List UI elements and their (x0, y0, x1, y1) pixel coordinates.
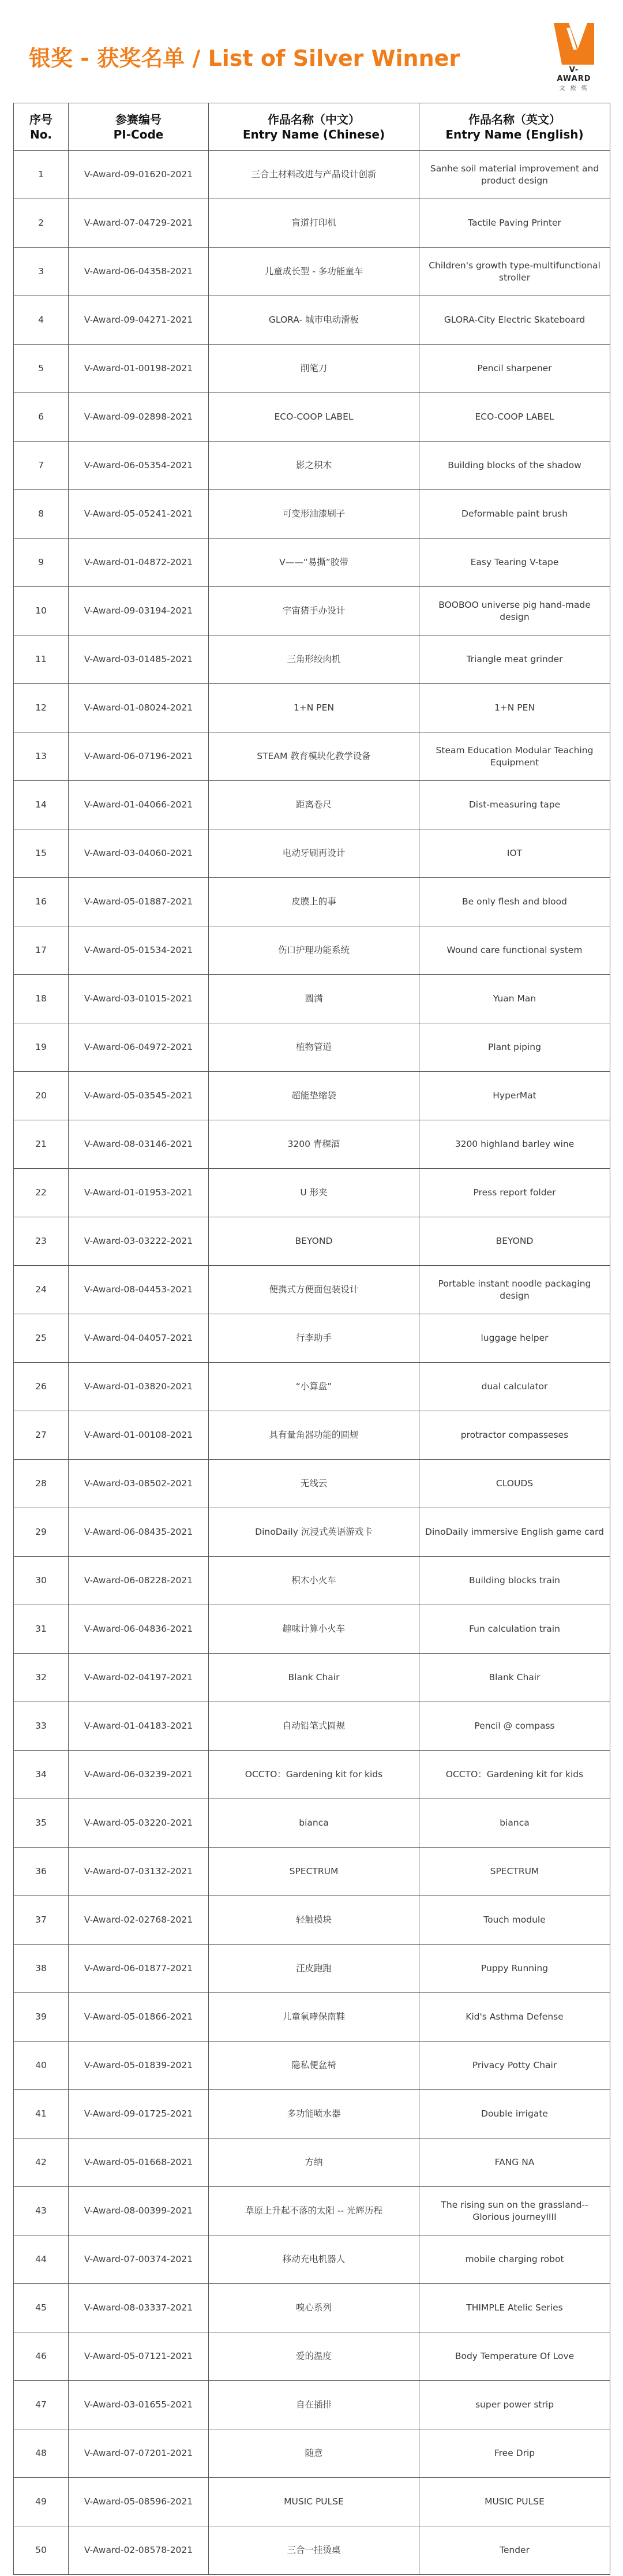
row-name-chinese: 随意 (209, 2429, 419, 2478)
row-number: 26 (14, 1363, 69, 1411)
row-pi-code: V-Award-06-04836-2021 (69, 1605, 209, 1654)
table-row (14, 2526, 610, 2575)
row-pi-code: V-Award-05-05241-2021 (69, 490, 209, 539)
table-row (14, 1217, 610, 1266)
row-number: 29 (14, 1508, 69, 1557)
row-number: 3 (14, 248, 69, 296)
row-number: 8 (14, 490, 69, 539)
row-number: 23 (14, 1217, 69, 1266)
row-pi-code: V-Award-06-07196-2021 (69, 732, 209, 781)
row-name-english: Kid's Asthma Defense (419, 1993, 610, 2042)
row-number: 33 (14, 1702, 69, 1751)
header-name-english (419, 103, 610, 151)
row-name-english: Plant piping (419, 1023, 610, 1072)
row-number: 18 (14, 975, 69, 1023)
row-pi-code: V-Award-08-00399-2021 (69, 2187, 209, 2235)
row-number: 13 (14, 732, 69, 781)
row-name-english: Touch module (419, 1896, 610, 1945)
header-no-en: No. (29, 127, 52, 141)
row-pi-code: V-Award-05-07121-2021 (69, 2332, 209, 2381)
row-name-english: IOT (419, 829, 610, 878)
table-row (14, 635, 610, 684)
row-pi-code: V-Award-09-03194-2021 (69, 587, 209, 635)
row-name-chinese: 三合一挂烫桌 (209, 2526, 419, 2575)
row-name-chinese: DinoDaily 沉浸式英语游戏卡 (209, 1508, 419, 1557)
row-number: 27 (14, 1411, 69, 1460)
table-row (14, 2187, 610, 2235)
row-pi-code: V-Award-08-03337-2021 (69, 2284, 209, 2332)
header-name-english-en: Entry Name (English) (445, 127, 584, 141)
table-row (14, 345, 610, 393)
table-row (14, 1799, 610, 1848)
row-name-english: Building blocks of the shadow (419, 442, 610, 490)
row-name-english: Press report folder (419, 1169, 610, 1217)
row-number: 25 (14, 1314, 69, 1363)
row-name-english: Yuan Man (419, 975, 610, 1023)
row-number: 24 (14, 1266, 69, 1314)
table-row (14, 2429, 610, 2478)
row-name-english: Children's growth type-multifunctional stroller (419, 248, 610, 296)
table-row (14, 2138, 610, 2187)
row-pi-code: V-Award-05-01887-2021 (69, 878, 209, 926)
table-header-row (14, 103, 610, 151)
row-pi-code: V-Award-02-02768-2021 (69, 1896, 209, 1945)
table-row (14, 1896, 610, 1945)
row-name-chinese: 具有量角器功能的圆规 (209, 1411, 419, 1460)
row-number: 45 (14, 2284, 69, 2332)
v-award-logo (554, 23, 594, 92)
row-name-chinese: 便携式方便面包装设计 (209, 1266, 419, 1314)
row-name-english: Steam Education Modular Teaching Equipment (419, 732, 610, 781)
header-no (14, 103, 69, 151)
table-row (14, 1605, 610, 1654)
row-pi-code: V-Award-06-04972-2021 (69, 1023, 209, 1072)
row-name-english: Triangle meat grinder (419, 635, 610, 684)
table-row (14, 1557, 610, 1605)
row-number: 35 (14, 1799, 69, 1848)
table-row (14, 1848, 610, 1896)
row-number: 37 (14, 1896, 69, 1945)
row-pi-code: V-Award-02-08578-2021 (69, 2526, 209, 2575)
row-name-chinese: 爱的温度 (209, 2332, 419, 2381)
row-pi-code: V-Award-07-00374-2021 (69, 2235, 209, 2284)
row-name-english: Tender (419, 2526, 610, 2575)
row-name-chinese: Blank Chair (209, 1654, 419, 1702)
row-number: 9 (14, 539, 69, 587)
row-pi-code: V-Award-08-04453-2021 (69, 1266, 209, 1314)
row-name-chinese: 伤口护理功能系统 (209, 926, 419, 975)
row-number: 4 (14, 296, 69, 345)
row-name-chinese: 三合土材料改进与产品设计创新 (209, 151, 419, 199)
row-name-english: Easy Tearing V-tape (419, 539, 610, 587)
row-pi-code: V-Award-08-03146-2021 (69, 1120, 209, 1169)
row-number: 44 (14, 2235, 69, 2284)
table-row (14, 829, 610, 878)
row-pi-code: V-Award-07-04729-2021 (69, 199, 209, 248)
row-name-chinese: 轻触模块 (209, 1896, 419, 1945)
table-row (14, 975, 610, 1023)
row-name-english: Wound care functional system (419, 926, 610, 975)
table-row (14, 1266, 610, 1314)
row-name-english: luggage helper (419, 1314, 610, 1363)
row-name-english: Building blocks train (419, 1557, 610, 1605)
row-name-chinese: 可变形油漆刷子 (209, 490, 419, 539)
row-name-chinese: 趣味计算小火车 (209, 1605, 419, 1654)
row-pi-code: V-Award-09-01620-2021 (69, 151, 209, 199)
row-name-chinese: 儿童氧哮保南鞋 (209, 1993, 419, 2042)
row-pi-code: V-Award-01-04872-2021 (69, 539, 209, 587)
row-name-chinese: 多功能喷水器 (209, 2090, 419, 2138)
header-code (69, 103, 209, 151)
row-name-chinese: bianca (209, 1799, 419, 1848)
row-pi-code: V-Award-09-04271-2021 (69, 296, 209, 345)
row-name-chinese: 行李助手 (209, 1314, 419, 1363)
table-row (14, 1508, 610, 1557)
row-pi-code: V-Award-06-05354-2021 (69, 442, 209, 490)
row-name-chinese: V——“易撕”胶带 (209, 539, 419, 587)
row-number: 30 (14, 1557, 69, 1605)
row-name-english: Puppy Running (419, 1945, 610, 1993)
table-row (14, 878, 610, 926)
row-number: 28 (14, 1460, 69, 1508)
row-name-english: mobile charging robot (419, 2235, 610, 2284)
row-name-chinese: 宇宙猪手办设计 (209, 587, 419, 635)
row-name-chinese: MUSIC PULSE (209, 2478, 419, 2526)
table-row (14, 393, 610, 442)
row-name-chinese: 三角形绞肉机 (209, 635, 419, 684)
row-number: 40 (14, 2042, 69, 2090)
table-row (14, 2284, 610, 2332)
row-number: 43 (14, 2187, 69, 2235)
row-number: 32 (14, 1654, 69, 1702)
row-number: 46 (14, 2332, 69, 2381)
row-name-chinese: BEYOND (209, 1217, 419, 1266)
row-name-chinese: STEAM 教育模块化教学设备 (209, 732, 419, 781)
row-name-english: Dist-measuring tape (419, 781, 610, 829)
row-name-english: BOOBOO universe pig hand-made design (419, 587, 610, 635)
row-name-chinese: 积木小火车 (209, 1557, 419, 1605)
row-name-english: Tactile Paving Printer (419, 199, 610, 248)
row-name-english: FANG NA (419, 2138, 610, 2187)
row-number: 20 (14, 1072, 69, 1120)
row-name-chinese: 3200 青稞酒 (209, 1120, 419, 1169)
row-pi-code: V-Award-05-01668-2021 (69, 2138, 209, 2187)
row-number: 21 (14, 1120, 69, 1169)
row-number: 12 (14, 684, 69, 732)
row-name-chinese: 无线云 (209, 1460, 419, 1508)
row-name-english: HyperMat (419, 1072, 610, 1120)
row-number: 39 (14, 1993, 69, 2042)
row-name-english: 1+N PEN (419, 684, 610, 732)
row-name-chinese: ECO-COOP LABEL (209, 393, 419, 442)
row-pi-code: V-Award-01-00108-2021 (69, 1411, 209, 1460)
row-name-chinese: 盲道打印机 (209, 199, 419, 248)
row-pi-code: V-Award-03-01655-2021 (69, 2381, 209, 2429)
table-row (14, 2090, 610, 2138)
row-name-english: Pencil @ compass (419, 1702, 610, 1751)
row-number: 11 (14, 635, 69, 684)
row-name-english: Deformable paint brush (419, 490, 610, 539)
row-pi-code: V-Award-06-01877-2021 (69, 1945, 209, 1993)
row-name-chinese: 皮膜上的事 (209, 878, 419, 926)
row-name-english: OCCTO：Gardening kit for kids (419, 1751, 610, 1799)
row-name-english: Pencil sharpener (419, 345, 610, 393)
row-pi-code: V-Award-03-04060-2021 (69, 829, 209, 878)
table-row (14, 442, 610, 490)
row-name-chinese: 嗅心系列 (209, 2284, 419, 2332)
row-number: 38 (14, 1945, 69, 1993)
row-name-english: Portable instant noodle packaging design (419, 1266, 610, 1314)
table-row (14, 1460, 610, 1508)
row-number: 15 (14, 829, 69, 878)
row-name-chinese: 影之积木 (209, 442, 419, 490)
table-row (14, 1072, 610, 1120)
table-row (14, 1751, 610, 1799)
table-row (14, 781, 610, 829)
table-row (14, 2235, 610, 2284)
table-row (14, 587, 610, 635)
v-award-logo-icon (554, 23, 594, 65)
row-pi-code: V-Award-09-01725-2021 (69, 2090, 209, 2138)
row-name-chinese: 自动铅笔式圆规 (209, 1702, 419, 1751)
row-pi-code: V-Award-07-07201-2021 (69, 2429, 209, 2478)
row-pi-code: V-Award-01-08024-2021 (69, 684, 209, 732)
row-pi-code: V-Award-09-02898-2021 (69, 393, 209, 442)
row-pi-code: V-Award-04-04057-2021 (69, 1314, 209, 1363)
row-name-english: Free Drip (419, 2429, 610, 2478)
row-pi-code: V-Award-05-01534-2021 (69, 926, 209, 975)
table-row (14, 2478, 610, 2526)
row-number: 1 (14, 151, 69, 199)
row-name-chinese: 自在插排 (209, 2381, 419, 2429)
row-number: 10 (14, 587, 69, 635)
row-pi-code: V-Award-05-01866-2021 (69, 1993, 209, 2042)
row-name-chinese: 植物管道 (209, 1023, 419, 1072)
row-pi-code: V-Award-05-03545-2021 (69, 1072, 209, 1120)
table-row (14, 151, 610, 199)
row-name-chinese: 草原上升起不落的太阳 -- 光辉历程 (209, 2187, 419, 2235)
row-name-english: DinoDaily immersive English game card (419, 1508, 610, 1557)
row-name-chinese: 隐私便盆椅 (209, 2042, 419, 2090)
table-row (14, 1945, 610, 1993)
row-number: 22 (14, 1169, 69, 1217)
row-number: 14 (14, 781, 69, 829)
header-code-cn: 参赛编号 (115, 112, 162, 126)
row-number: 6 (14, 393, 69, 442)
header-name-chinese (209, 103, 419, 151)
row-name-chinese: 圆满 (209, 975, 419, 1023)
table-row (14, 490, 610, 539)
row-pi-code: V-Award-01-04066-2021 (69, 781, 209, 829)
header-code-en: PI-Code (113, 127, 164, 141)
row-name-english: 3200 highland barley wine (419, 1120, 610, 1169)
row-name-english: THIMPLE Atelic Series (419, 2284, 610, 2332)
page-title: 银奖 - 获奖名单 / List of Silver Winner (29, 46, 460, 71)
row-name-english: Privacy Potty Chair (419, 2042, 610, 2090)
row-pi-code: V-Award-03-01485-2021 (69, 635, 209, 684)
table-row (14, 2381, 610, 2429)
row-name-chinese: 移动充电机器人 (209, 2235, 419, 2284)
row-name-chinese: “小算盘” (209, 1363, 419, 1411)
row-name-english: protractor compasseses (419, 1411, 610, 1460)
table-row (14, 248, 610, 296)
table-row (14, 926, 610, 975)
row-pi-code: V-Award-06-03239-2021 (69, 1751, 209, 1799)
row-name-chinese: 超能垫缩袋 (209, 1072, 419, 1120)
row-name-chinese: GLORA- 城市电动滑板 (209, 296, 419, 345)
row-pi-code: V-Award-01-04183-2021 (69, 1702, 209, 1751)
row-pi-code: V-Award-06-04358-2021 (69, 248, 209, 296)
table-row (14, 1169, 610, 1217)
table-row (14, 1363, 610, 1411)
table-row (14, 1993, 610, 2042)
row-name-english: dual calculator (419, 1363, 610, 1411)
row-pi-code: V-Award-06-08228-2021 (69, 1557, 209, 1605)
row-name-english: Body Temperature Of Love (419, 2332, 610, 2381)
row-name-chinese: 电动牙刷再设计 (209, 829, 419, 878)
row-name-chinese: 儿童成长型 - 多功能童车 (209, 248, 419, 296)
row-pi-code: V-Award-05-03220-2021 (69, 1799, 209, 1848)
row-name-english: bianca (419, 1799, 610, 1848)
row-number: 5 (14, 345, 69, 393)
row-name-english: super power strip (419, 2381, 610, 2429)
row-name-english: MUSIC PULSE (419, 2478, 610, 2526)
row-name-chinese: SPECTRUM (209, 1848, 419, 1896)
header-no-cn: 序号 (29, 112, 52, 126)
row-number: 36 (14, 1848, 69, 1896)
row-pi-code: V-Award-03-08502-2021 (69, 1460, 209, 1508)
row-pi-code: V-Award-07-03132-2021 (69, 1848, 209, 1896)
header-name-chinese-en: Entry Name (Chinese) (242, 127, 385, 141)
table-row (14, 1120, 610, 1169)
table-row (14, 296, 610, 345)
table-body (14, 151, 610, 2575)
row-pi-code: V-Award-05-01839-2021 (69, 2042, 209, 2090)
row-pi-code: V-Award-01-01953-2021 (69, 1169, 209, 1217)
row-number: 34 (14, 1751, 69, 1799)
table-row (14, 539, 610, 587)
row-pi-code: V-Award-05-08596-2021 (69, 2478, 209, 2526)
row-pi-code: V-Award-03-01015-2021 (69, 975, 209, 1023)
row-number: 49 (14, 2478, 69, 2526)
row-number: 47 (14, 2381, 69, 2429)
row-name-english: Fun calculation train (419, 1605, 610, 1654)
row-name-chinese: 削笔刀 (209, 345, 419, 393)
row-number: 17 (14, 926, 69, 975)
row-name-chinese: 1+N PEN (209, 684, 419, 732)
row-number: 2 (14, 199, 69, 248)
row-name-chinese: 方纳 (209, 2138, 419, 2187)
table-row (14, 1654, 610, 1702)
row-number: 48 (14, 2429, 69, 2478)
row-name-chinese: U 形夹 (209, 1169, 419, 1217)
table-row (14, 732, 610, 781)
table-row (14, 684, 610, 732)
table-row (14, 2332, 610, 2381)
row-pi-code: V-Award-01-00198-2021 (69, 345, 209, 393)
row-pi-code: V-Award-01-03820-2021 (69, 1363, 209, 1411)
page-header (0, 0, 623, 104)
table-row (14, 199, 610, 248)
row-name-chinese: 汪皮跑跑 (209, 1945, 419, 1993)
row-number: 50 (14, 2526, 69, 2575)
row-name-english: SPECTRUM (419, 1848, 610, 1896)
table-row (14, 1702, 610, 1751)
row-number: 7 (14, 442, 69, 490)
row-name-english: The rising sun on the grassland--Glorious journeyIIII (419, 2187, 610, 2235)
row-name-english: CLOUDS (419, 1460, 610, 1508)
row-name-english: Blank Chair (419, 1654, 610, 1702)
row-name-english: ECO-COOP LABEL (419, 393, 610, 442)
logo-subtext: 文 旅 奖 (559, 85, 589, 92)
row-pi-code: V-Award-03-03222-2021 (69, 1217, 209, 1266)
row-number: 31 (14, 1605, 69, 1654)
row-name-english: Double irrigate (419, 2090, 610, 2138)
table-row (14, 1023, 610, 1072)
row-name-english: Sanhe soil material improvement and product design (419, 151, 610, 199)
header-name-english-cn: 作品名称（英文） (468, 112, 561, 126)
table-row (14, 1411, 610, 1460)
table-row (14, 1314, 610, 1363)
row-name-chinese: OCCTO：Gardening kit for kids (209, 1751, 419, 1799)
winner-table (13, 103, 610, 2575)
row-pi-code: V-Award-02-04197-2021 (69, 1654, 209, 1702)
logo-text: V-AWARD (557, 66, 591, 83)
row-name-chinese: 距离卷尺 (209, 781, 419, 829)
row-name-english: BEYOND (419, 1217, 610, 1266)
row-number: 42 (14, 2138, 69, 2187)
row-pi-code: V-Award-06-08435-2021 (69, 1508, 209, 1557)
row-number: 19 (14, 1023, 69, 1072)
row-number: 16 (14, 878, 69, 926)
header-name-chinese-cn: 作品名称（中文） (268, 112, 360, 126)
row-name-english: GLORA-City Electric Skateboard (419, 296, 610, 345)
table-row (14, 2042, 610, 2090)
row-number: 41 (14, 2090, 69, 2138)
row-name-english: Be only flesh and blood (419, 878, 610, 926)
